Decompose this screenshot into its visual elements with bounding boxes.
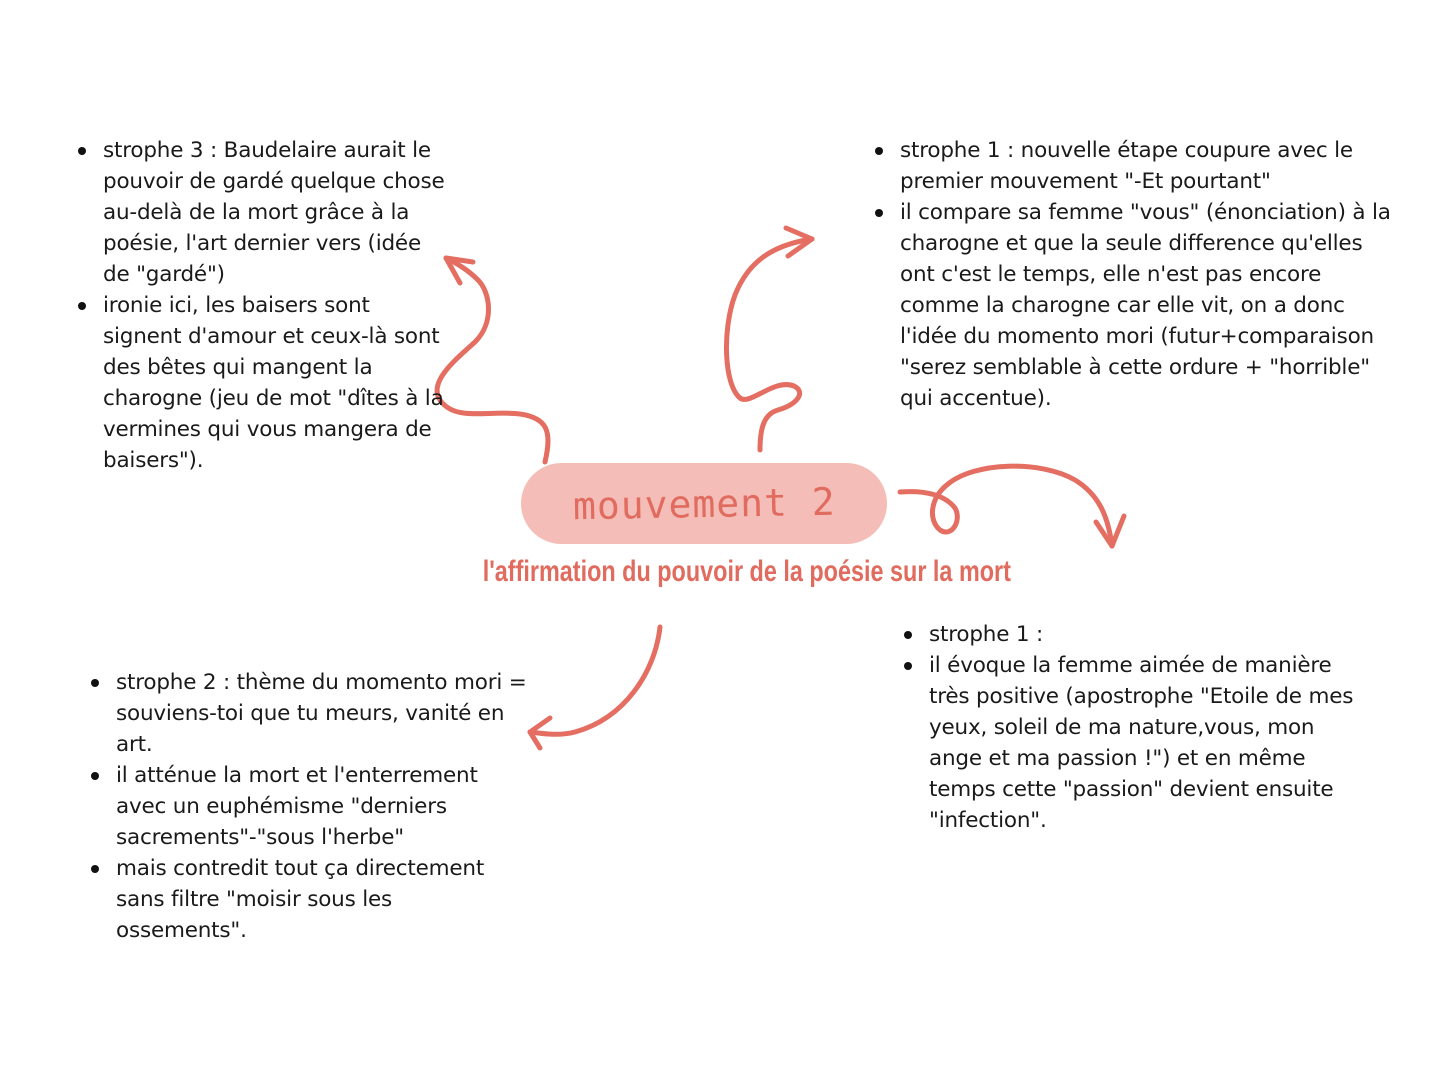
note-bottom-right (902, 619, 1372, 836)
note-item: strophe 1 : (902, 619, 1372, 650)
arrow-to-bottom-left-note (530, 627, 660, 748)
note-bottom-left (89, 667, 529, 946)
note-item: ironie ici, les baisers sont signent d'amour et ceux-là sont des bêtes qui mangent la charogne (jeu de mot "dîtes à la vermines qui vous mangera de baisers"). (76, 290, 446, 476)
note-item: il compare sa femme "vous" (énonciation) à la charogne et que la seule difference qu'elles ont c'est le temps, elle n'est pas encore comme la charogne car elle vit, on a donc l'idée du momento mori (futur+comparaison "serez semblable à cette ordure + "horrible" qui accentue). (873, 197, 1393, 414)
central-subtitle: l'affirmation du pouvoir de la poésie sur la mort (482, 555, 1011, 588)
note-item: strophe 2 : thème du momento mori = souviens-toi que tu meurs, vanité en art. (89, 667, 529, 760)
arrow-to-bottom-right-note (900, 466, 1124, 546)
central-node-title: mouvement 2 (572, 479, 836, 528)
note-item: mais contredit tout ça directement sans filtre "moisir sous les ossements". (89, 853, 529, 946)
note-item: il évoque la femme aimée de manière très positive (apostrophe "Etoile de mes yeux, soleil de ma nature,vous, mon ange et ma passion !") et en même temps cette "passion" devient ensuite "infection". (902, 650, 1372, 836)
arrow-to-top-left-note (437, 258, 548, 462)
note-item: il atténue la mort et l'enterrement avec un euphémisme "derniers sacrements"-"sous l'herbe" (89, 760, 529, 853)
note-item: strophe 1 : nouvelle étape coupure avec le premier mouvement "-Et pourtant" (873, 135, 1393, 197)
note-top-right (873, 135, 1393, 414)
note-top-left (76, 135, 446, 476)
central-node (521, 463, 887, 544)
arrow-to-top-right-note (726, 228, 812, 450)
note-item: strophe 3 : Baudelaire aurait le pouvoir de gardé quelque chose au-delà de la mort grâce à la poésie, l'art dernier vers (idée de "gardé") (76, 135, 446, 290)
